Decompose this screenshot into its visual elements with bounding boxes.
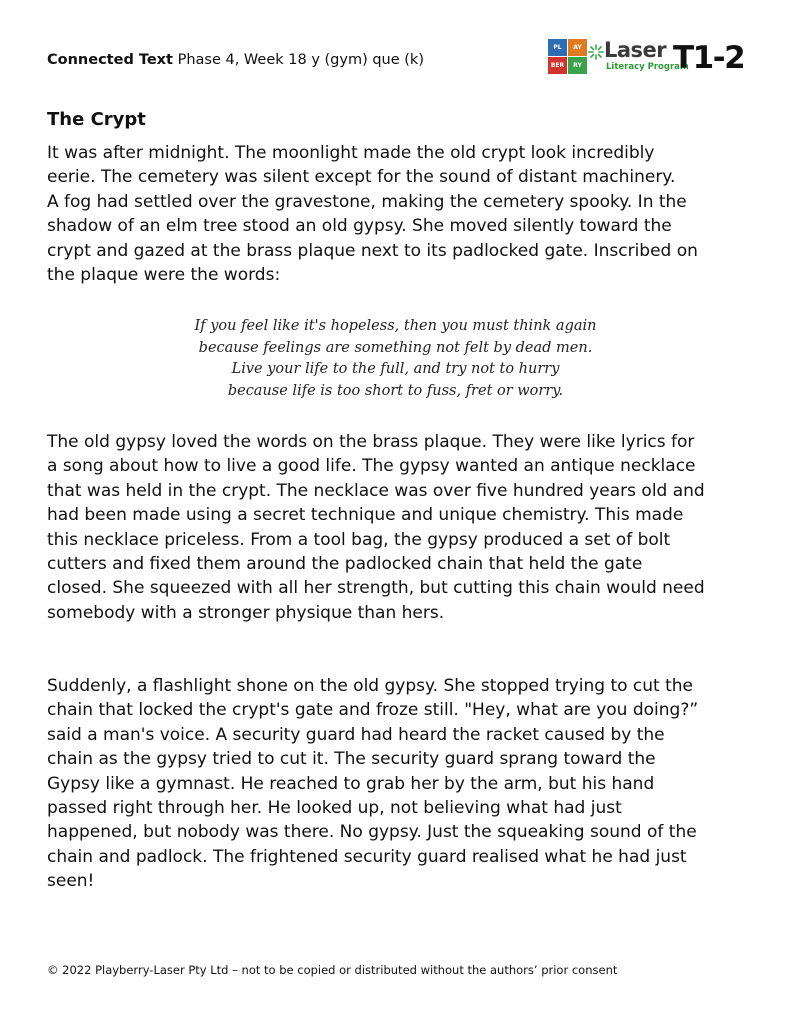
text-line: The old gypsy loved the words on the brass plaque. They were like lyrics for — [47, 432, 695, 452]
text-line: seen! — [47, 871, 95, 892]
text-line: this necklace priceless. From a tool bag, the gypsy produced a set of bolt — [47, 529, 671, 550]
logo-laser-text: Laser — [604, 38, 667, 62]
text-line: It was after midnight. The moonlight made the old crypt look incredibly — [47, 143, 655, 163]
logo-level-text: T1-2 — [673, 40, 745, 76]
story-paragraph-3 — [47, 674, 747, 894]
text-line: crypt and gazed at the brass plaque next to its padlocked gate. Inscribed on — [47, 240, 698, 261]
logo-square-1: PL — [548, 39, 567, 56]
starburst-icon — [588, 44, 604, 60]
poem-line: because feelings are something not felt by dead men. — [198, 339, 593, 356]
text-line: chain and padlock. The frightened security guard realised what he had just — [47, 846, 687, 867]
header-label-rest: Phase 4, Week 18 y (gym) que (k) — [172, 52, 424, 68]
text-line: A fog had settled over the gravestone, making the cemetery spooky. In the — [47, 191, 687, 212]
text-line: said a man's voice. A security guard had heard the racket caused by the — [47, 724, 665, 745]
text-line: somebody with a stronger physique than hers. — [47, 602, 445, 623]
logo-square-3: BER — [548, 57, 567, 74]
text-line: had been made using a secret technique and unique chemistry. This made — [47, 505, 684, 526]
header-label-bold: Connected Text — [47, 52, 173, 68]
text-line: closed. She squeezed with all her strength, but cutting this chain would need — [47, 578, 705, 599]
text-line: Gypsy like a gymnast. He reached to grab her by the arm, but his hand — [47, 773, 655, 794]
logo-square-4: RY — [568, 57, 587, 74]
plaque-poem — [0, 316, 791, 402]
text-line: Suddenly, a flashlight shone on the old gypsy. She stopped trying to cut the — [47, 676, 693, 696]
text-line: passed right through her. He looked up, not believing what had just — [47, 798, 622, 819]
copyright-footer: © 2022 Playberry-Laser Pty Ltd – not to be copied or distributed without the authors’ prior consent — [47, 963, 618, 977]
text-line: that was held in the crypt. The necklace was over five hundred years old and — [47, 480, 705, 501]
logo-square-2: AY — [568, 39, 587, 56]
playberry-squares-logo — [548, 39, 588, 75]
text-line: chain that locked the crypt's gate and froze still. "Hey, what are you doing?” — [47, 700, 699, 721]
text-line: the plaque were the words: — [47, 265, 281, 286]
text-line: a song about how to live a good life. The gypsy wanted an antique necklace — [47, 456, 696, 477]
logo-literacy-text: Literacy Program — [606, 62, 689, 72]
poem-line: If you feel like it's hopeless, then you must think again — [194, 318, 597, 334]
story-title: The Crypt — [47, 109, 146, 130]
story-paragraph-2 — [47, 430, 747, 625]
text-line: happened, but nobody was there. No gypsy. Just the squeaking sound of the — [47, 822, 697, 843]
story-paragraph-1 — [47, 141, 747, 287]
text-line: eerie. The cemetery was silent except for the sound of distant machinery. — [47, 167, 676, 188]
poem-line: Live your life to the full, and try not to hurry — [231, 361, 560, 377]
text-line: cutters and fixed them around the padlocked chain that held the gate — [47, 554, 643, 575]
laser-literacy-logo — [548, 38, 745, 78]
text-line: chain as the gypsy tried to cut it. The security guard sprang toward the — [47, 749, 656, 770]
poem-line: because life is too short to fuss, fret or worry. — [227, 382, 564, 399]
text-line: shadow of an elm tree stood an old gypsy. She moved silently toward the — [47, 216, 672, 237]
worksheet-header — [47, 52, 424, 68]
